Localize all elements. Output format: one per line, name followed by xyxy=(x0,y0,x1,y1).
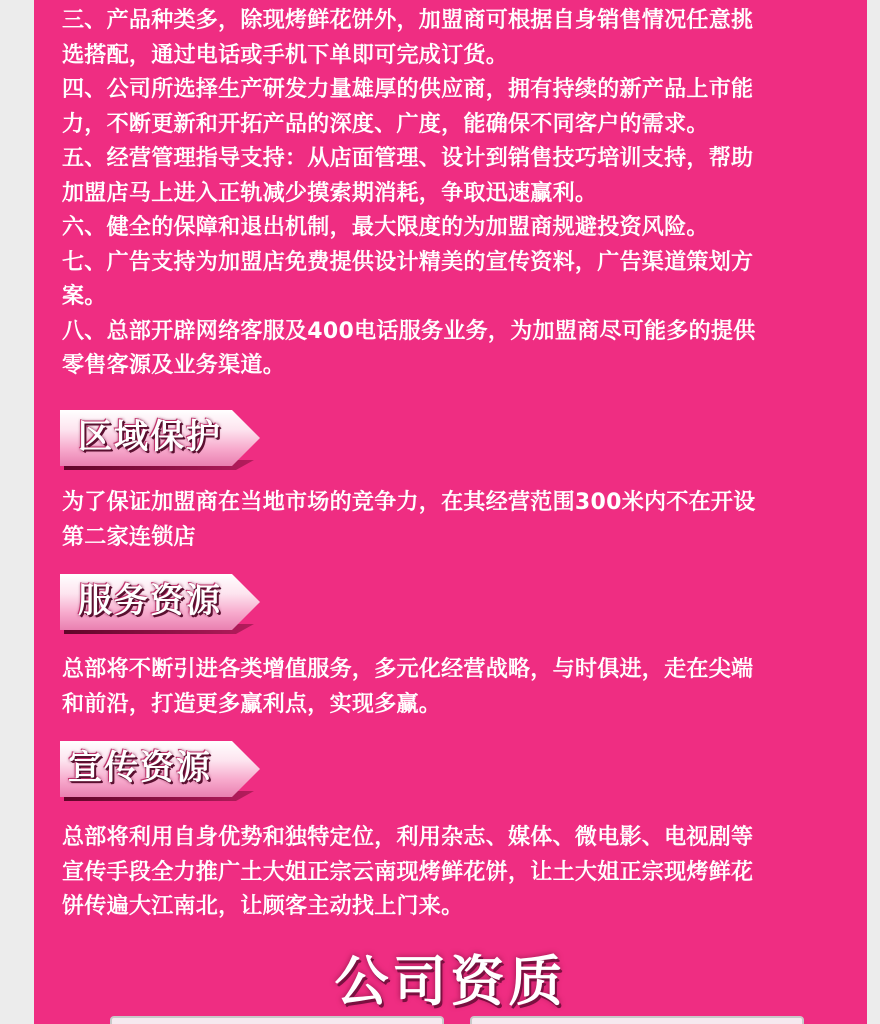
body-line: 第二家连锁店 xyxy=(62,524,196,550)
body-line: 总部将利用自身优势和独特定位，利用杂志、媒体、微电影、电视剧等 xyxy=(62,825,754,850)
list-line: 七、广告支持为加盟店免费提供设计精美的宣传资料，广告渠道策划方 xyxy=(62,249,754,275)
list-line: 八、总部开辟网络客服及400电话服务业务，为加盟商尽可能多的提供 xyxy=(62,318,756,344)
list-line: 三、产品种类多，除现烤鲜花饼外，加盟商可根据自身销售情况任意挑 xyxy=(62,8,754,33)
section-title: 区域保护 xyxy=(78,417,222,457)
list-line: 案。 xyxy=(62,284,107,309)
section-title: 服务资源 xyxy=(78,581,222,621)
section-body-service-resources xyxy=(62,653,852,722)
section-body-area-protection xyxy=(62,486,852,555)
body-line: 和前沿，打造更多赢利点，实现多赢。 xyxy=(62,691,442,717)
list-line: 零售客源及业务渠道。 xyxy=(62,353,286,378)
section-body-promotion-resources xyxy=(62,821,852,925)
list-line: 力，不断更新和开拓产品的深度、广度，能确保不同客户的需求。 xyxy=(62,111,709,137)
certificate-image-left xyxy=(110,1016,444,1024)
list-line: 四、公司所选择生产研发力量雄厚的供应商，拥有持续的新产品上市能 xyxy=(62,77,754,102)
section-banner-promotion-resources xyxy=(60,741,260,797)
content-panel xyxy=(34,0,867,1024)
list-line: 加盟店马上进入正轨减少摸索期消耗，争取迅速赢利。 xyxy=(62,180,598,206)
section-banner-service-resources xyxy=(60,574,260,630)
list-line: 选搭配，通过电话或手机下单即可完成订货。 xyxy=(62,42,509,68)
certificate-image-right xyxy=(470,1016,804,1024)
section-banner-area-protection xyxy=(60,410,260,466)
section-title: 宣传资源 xyxy=(68,748,212,788)
body-line: 总部将不断引进各类增值服务，多元化经营战略，与时俱进，走在尖端 xyxy=(62,657,754,682)
body-line: 为了保证加盟商在当地市场的竞争力，在其经营范围300米内不在开设 xyxy=(62,490,756,515)
body-line: 宣传手段全力推广土大姐正宗云南现烤鲜花饼，让土大姐正宗现烤鲜花 xyxy=(62,859,754,885)
body-line: 饼传遍大江南北，让顾客主动找上门来。 xyxy=(62,894,464,919)
list-line: 六、健全的保障和退出机制，最大限度的为加盟商规避投资风险。 xyxy=(62,215,709,240)
company-qualification-heading: 公司资质 xyxy=(334,950,567,1013)
support-list xyxy=(62,4,852,384)
list-line: 五、经营管理指导支持：从店面管理、设计到销售技巧培训支持，帮助 xyxy=(62,146,754,171)
